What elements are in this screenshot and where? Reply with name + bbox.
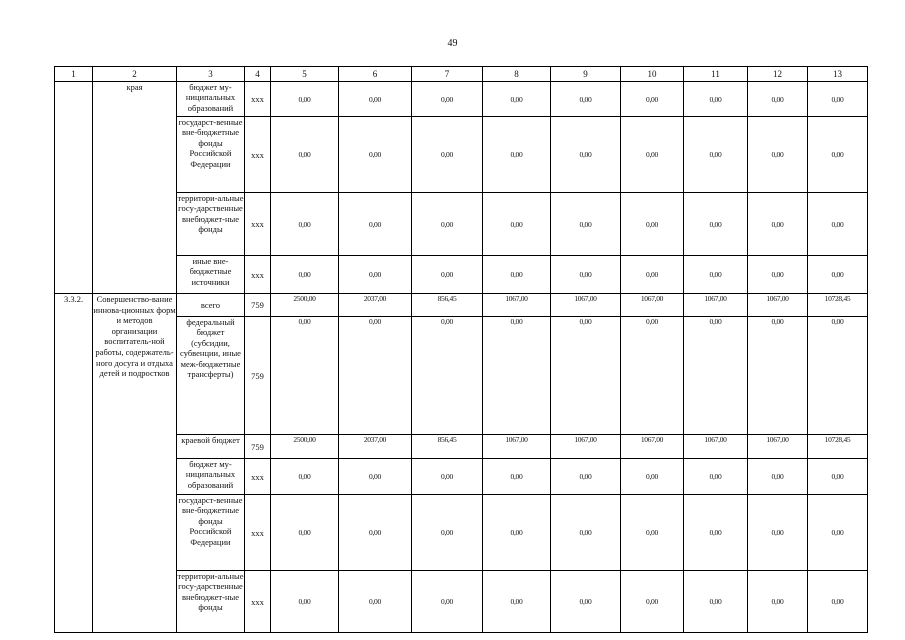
- value-cell: 0,00: [412, 317, 483, 435]
- table-row: [55, 117, 868, 193]
- value-cell: 0,00: [748, 459, 808, 495]
- value-cell: 0,00: [808, 495, 868, 571]
- value-cell: 2037,00: [339, 294, 412, 317]
- value-cell: 0,00: [684, 256, 748, 294]
- table-row: [55, 435, 868, 459]
- code-cell: ххх: [245, 495, 271, 571]
- code-cell: 759: [245, 435, 271, 459]
- value-cell: 0,00: [621, 82, 684, 117]
- code-cell: ххх: [245, 256, 271, 294]
- funding-source-cell: краевой бюджет: [177, 435, 245, 459]
- value-cell: 0,00: [339, 193, 412, 256]
- value-cell: 0,00: [684, 317, 748, 435]
- value-cell: 0,00: [271, 317, 339, 435]
- value-cell: 1067,00: [684, 435, 748, 459]
- value-cell: 0,00: [339, 571, 412, 633]
- col-number: 4: [245, 67, 271, 82]
- value-cell: 0,00: [551, 571, 621, 633]
- value-cell: 0,00: [748, 82, 808, 117]
- value-cell: 0,00: [621, 317, 684, 435]
- table-row: [55, 571, 868, 633]
- table-row: [55, 193, 868, 256]
- col-number: 6: [339, 67, 412, 82]
- value-cell: 0,00: [808, 256, 868, 294]
- value-cell: 0,00: [271, 82, 339, 117]
- value-cell: 0,00: [808, 317, 868, 435]
- col-number: 2: [93, 67, 177, 82]
- value-cell: 0,00: [412, 495, 483, 571]
- value-cell: 0,00: [339, 495, 412, 571]
- funding-source-cell: федеральный бюджет (субсидии, субвенции, иные меж-бюджетные трансферты): [177, 317, 245, 435]
- value-cell: 0,00: [339, 82, 412, 117]
- value-cell: 1067,00: [748, 294, 808, 317]
- value-cell: 1067,00: [551, 294, 621, 317]
- value-cell: 856,45: [412, 435, 483, 459]
- value-cell: 1067,00: [621, 294, 684, 317]
- value-cell: 1067,00: [551, 435, 621, 459]
- row-number-cell: [55, 82, 93, 294]
- value-cell: 0,00: [271, 256, 339, 294]
- value-cell: 0,00: [339, 117, 412, 193]
- value-cell: 0,00: [684, 117, 748, 193]
- value-cell: 0,00: [748, 117, 808, 193]
- measure-name-cell: края: [93, 82, 177, 294]
- value-cell: 0,00: [808, 459, 868, 495]
- value-cell: 0,00: [412, 82, 483, 117]
- value-cell: 856,45: [412, 294, 483, 317]
- funding-source-cell: государст-венные вне-бюджетные фонды Российской Федерации: [177, 117, 245, 193]
- value-cell: 0,00: [748, 495, 808, 571]
- value-cell: 0,00: [483, 571, 551, 633]
- value-cell: 0,00: [748, 193, 808, 256]
- code-cell: ххх: [245, 571, 271, 633]
- value-cell: 0,00: [808, 193, 868, 256]
- value-cell: 0,00: [412, 256, 483, 294]
- code-cell: 759: [245, 317, 271, 435]
- col-number: 5: [271, 67, 339, 82]
- value-cell: 10728,45: [808, 435, 868, 459]
- value-cell: 0,00: [483, 82, 551, 117]
- value-cell: 0,00: [748, 317, 808, 435]
- value-cell: 0,00: [412, 193, 483, 256]
- value-cell: 0,00: [412, 459, 483, 495]
- value-cell: 0,00: [412, 117, 483, 193]
- value-cell: 0,00: [621, 193, 684, 256]
- funding-source-cell: иные вне-бюджетные источники: [177, 256, 245, 294]
- value-cell: 0,00: [271, 459, 339, 495]
- col-number: 3: [177, 67, 245, 82]
- funding-source-cell: бюджет му-ниципальных образований: [177, 459, 245, 495]
- value-cell: 0,00: [551, 82, 621, 117]
- value-cell: 0,00: [621, 256, 684, 294]
- code-cell: ххх: [245, 117, 271, 193]
- table-row: [55, 317, 868, 435]
- value-cell: 0,00: [684, 459, 748, 495]
- value-cell: 0,00: [684, 495, 748, 571]
- value-cell: 0,00: [621, 459, 684, 495]
- value-cell: 0,00: [483, 317, 551, 435]
- code-cell: ххх: [245, 82, 271, 117]
- value-cell: 0,00: [551, 117, 621, 193]
- funding-source-cell: бюджет му-ниципальных образований: [177, 82, 245, 117]
- value-cell: 0,00: [339, 256, 412, 294]
- value-cell: 2037,00: [339, 435, 412, 459]
- value-cell: 0,00: [748, 256, 808, 294]
- col-number: 11: [684, 67, 748, 82]
- col-number: 13: [808, 67, 868, 82]
- value-cell: 0,00: [271, 495, 339, 571]
- funding-source-cell: территори-альные госу-дарственные внебюджет-ные фонды: [177, 571, 245, 633]
- value-cell: 0,00: [808, 82, 868, 117]
- value-cell: 0,00: [684, 571, 748, 633]
- funding-source-cell: всего: [177, 294, 245, 317]
- value-cell: 0,00: [483, 459, 551, 495]
- value-cell: 1067,00: [483, 435, 551, 459]
- code-cell: 759: [245, 294, 271, 317]
- col-number: 9: [551, 67, 621, 82]
- row-number-cell: 3.3.2.: [55, 294, 93, 633]
- value-cell: 0,00: [551, 256, 621, 294]
- funding-source-cell: государст-венные вне-бюджетные фонды Российской Федерации: [177, 495, 245, 571]
- value-cell: 0,00: [551, 193, 621, 256]
- value-cell: 1067,00: [684, 294, 748, 317]
- value-cell: 0,00: [271, 571, 339, 633]
- col-number: 1: [55, 67, 93, 82]
- value-cell: 0,00: [621, 117, 684, 193]
- value-cell: 0,00: [483, 117, 551, 193]
- value-cell: 0,00: [551, 459, 621, 495]
- table-row: [55, 82, 868, 117]
- value-cell: 1067,00: [483, 294, 551, 317]
- value-cell: 0,00: [551, 317, 621, 435]
- funding-source-cell: территори-альные госу-дарственные внебюджет-ные фонды: [177, 193, 245, 256]
- table-row: [55, 459, 868, 495]
- code-cell: ххх: [245, 193, 271, 256]
- value-cell: 0,00: [808, 571, 868, 633]
- code-cell: ххх: [245, 459, 271, 495]
- measure-name-cell: Совершенство-вание иннова-ционных форм и методов организации воспитатель-ной работы, содержатель-ного досуга и отдыха детей и подростков: [93, 294, 177, 633]
- page-number: 49: [447, 38, 458, 49]
- value-cell: 0,00: [748, 571, 808, 633]
- value-cell: 0,00: [483, 256, 551, 294]
- value-cell: 2500,00: [271, 435, 339, 459]
- value-cell: 0,00: [339, 459, 412, 495]
- value-cell: 0,00: [483, 495, 551, 571]
- value-cell: 0,00: [621, 495, 684, 571]
- table-row: [55, 495, 868, 571]
- value-cell: 0,00: [621, 571, 684, 633]
- table-row: [55, 256, 868, 294]
- value-cell: 0,00: [684, 193, 748, 256]
- value-cell: 0,00: [808, 117, 868, 193]
- value-cell: 0,00: [551, 495, 621, 571]
- value-cell: 0,00: [412, 571, 483, 633]
- col-number: 7: [412, 67, 483, 82]
- col-number: 8: [483, 67, 551, 82]
- value-cell: 10728,45: [808, 294, 868, 317]
- value-cell: 1067,00: [621, 435, 684, 459]
- value-cell: 0,00: [339, 317, 412, 435]
- value-cell: 1067,00: [748, 435, 808, 459]
- value-cell: 0,00: [483, 193, 551, 256]
- table-row: [55, 294, 868, 317]
- value-cell: 0,00: [271, 193, 339, 256]
- value-cell: 0,00: [684, 82, 748, 117]
- col-number: 10: [621, 67, 684, 82]
- budget-table: [54, 66, 868, 633]
- col-number: 12: [748, 67, 808, 82]
- value-cell: 2500,00: [271, 294, 339, 317]
- column-number-row: [55, 67, 868, 82]
- value-cell: 0,00: [271, 117, 339, 193]
